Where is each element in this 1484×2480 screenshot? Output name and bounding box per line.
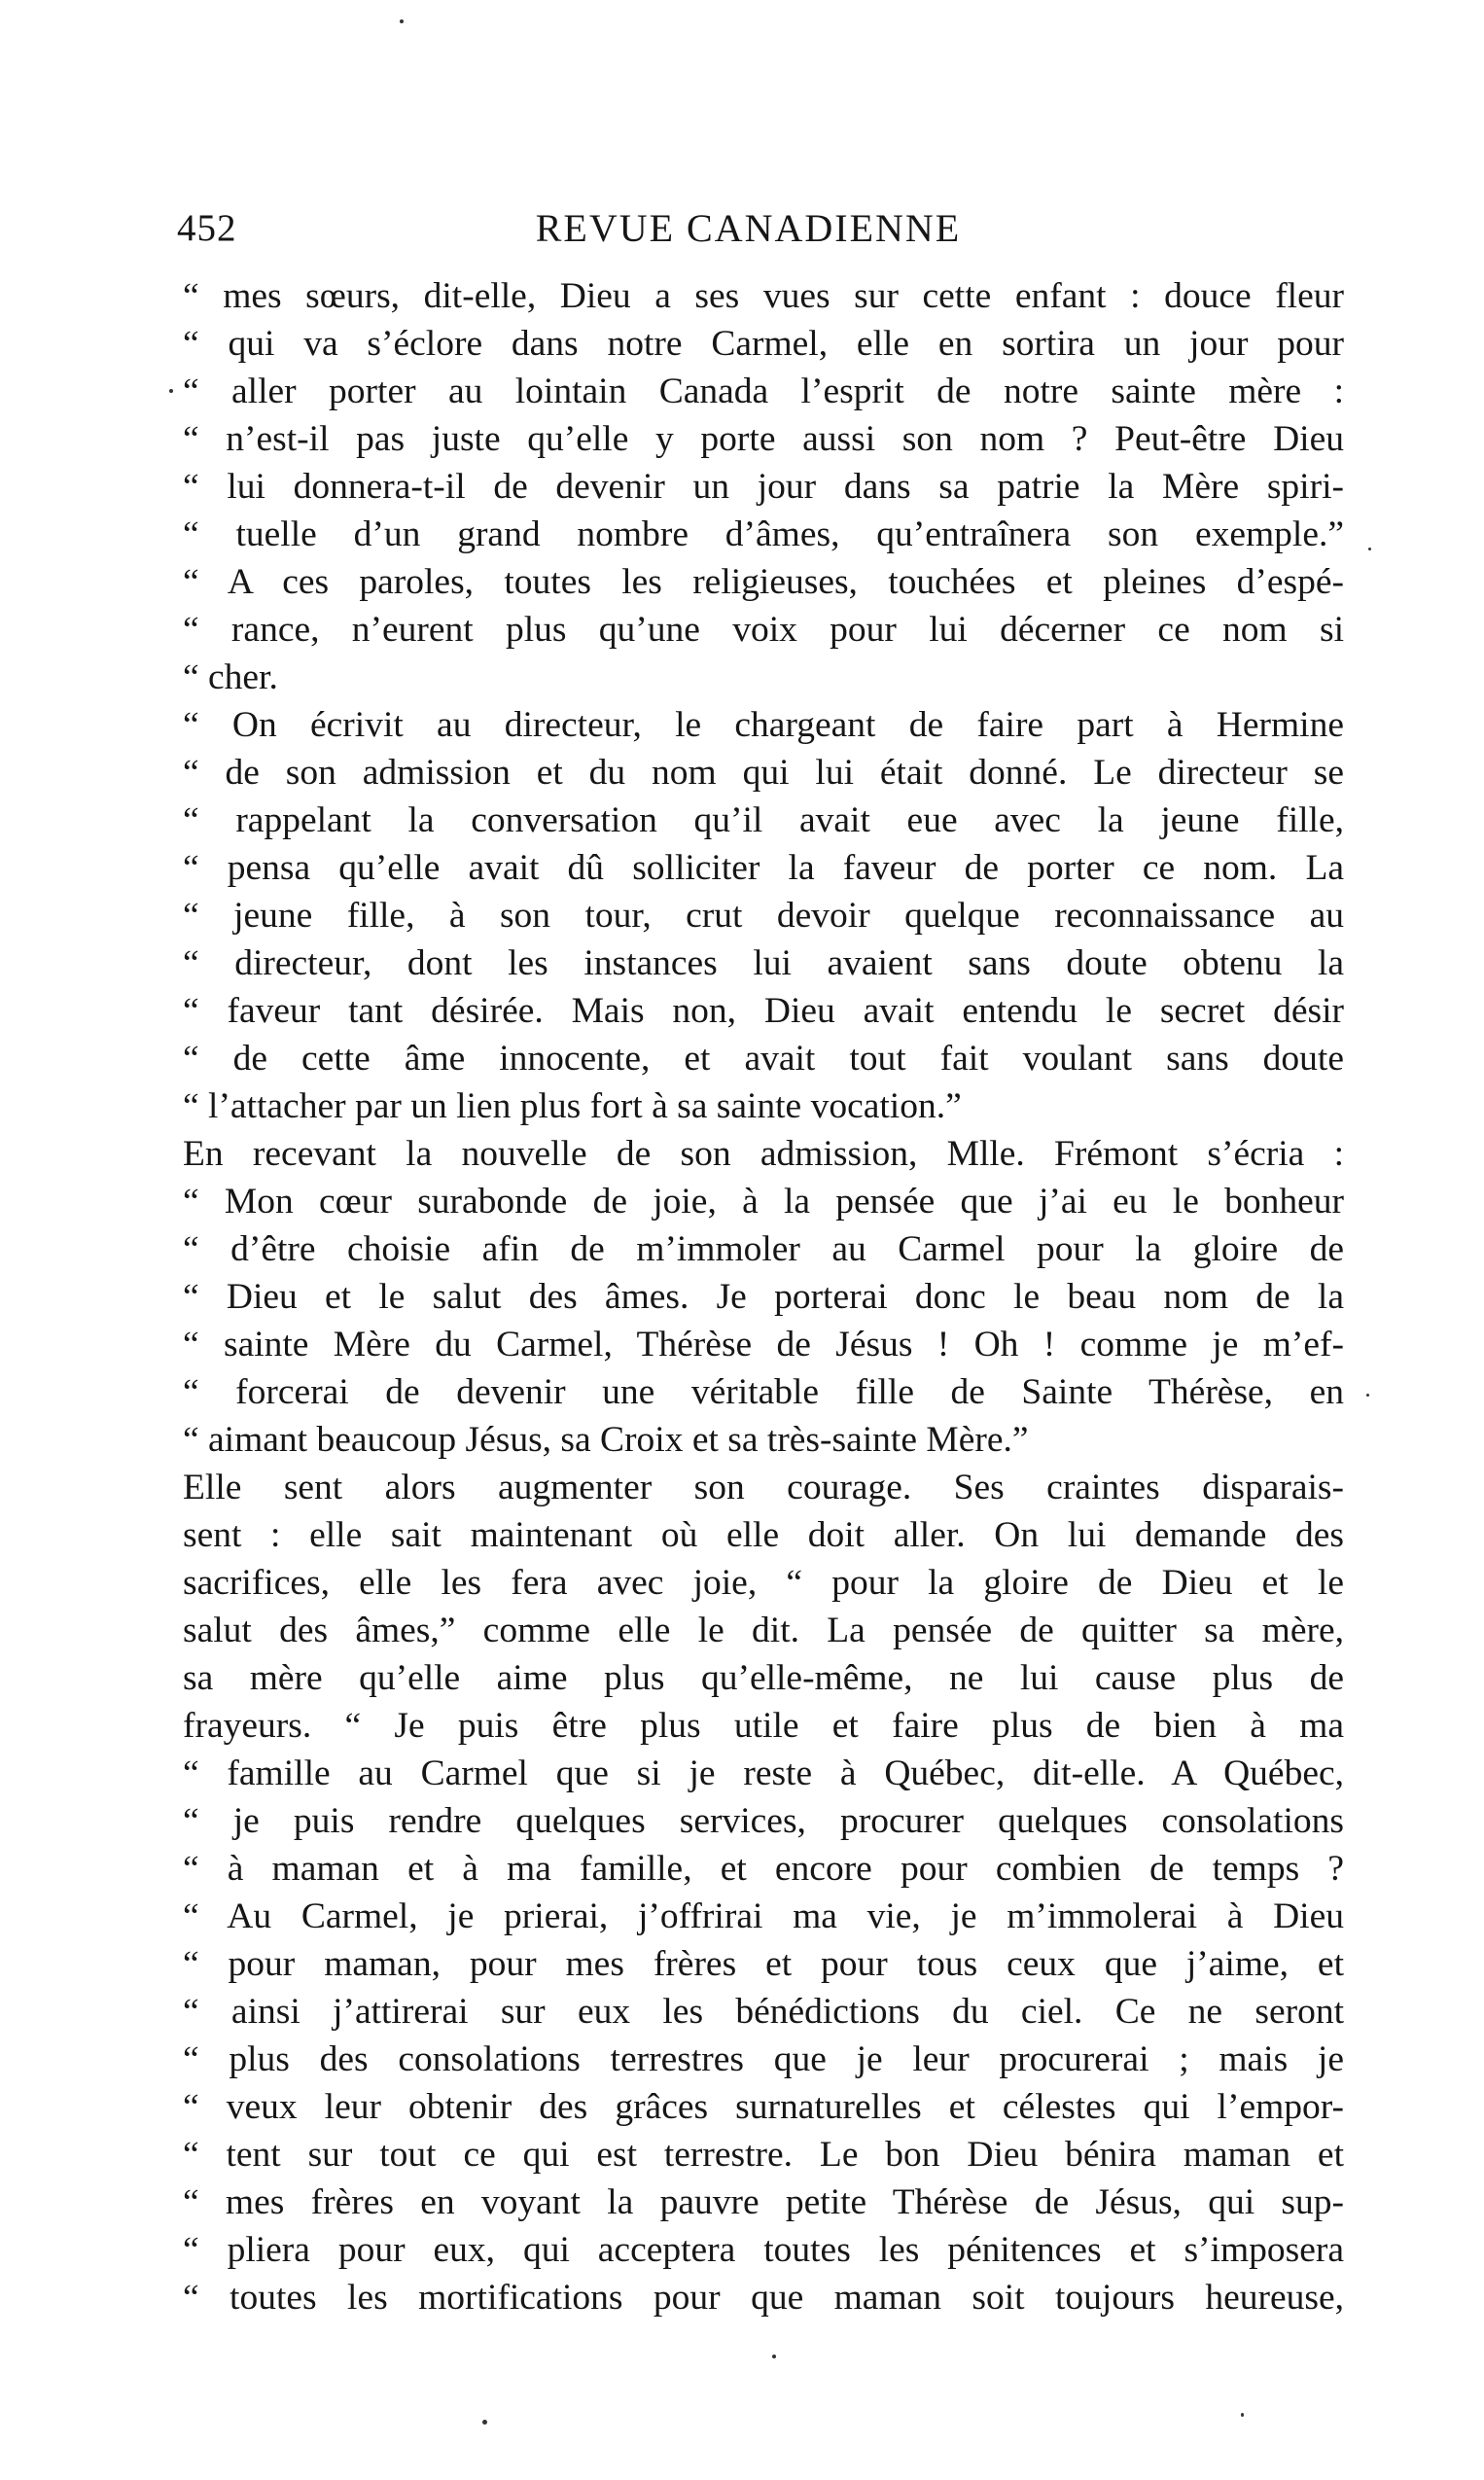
text-line: “ de cette âme innocente, et avait tout fait voulant sans doute bbox=[183, 1039, 1344, 1079]
running-title: REVUE CANADIENNE bbox=[535, 206, 962, 250]
text-line: “ de son admission et du nom qui lui était donné. Le directeur se bbox=[183, 753, 1344, 793]
text-line: “ Dieu et le salut des âmes. Je porterai donc le beau nom de la bbox=[183, 1277, 1344, 1317]
text-line: “ pour maman, pour mes frères et pour tous ceux que j’aime, et bbox=[183, 1944, 1344, 1984]
text-line: “ A ces paroles, toutes les religieuses, touchées et pleines d’espé- bbox=[183, 562, 1344, 602]
text-line: “ n’est-il pas juste qu’elle y porte aussi son nom ? Peut-être Dieu bbox=[183, 419, 1344, 459]
text-line: “ veux leur obtenir des grâces surnaturelles et célestes qui l’empor- bbox=[183, 2087, 1344, 2127]
text-line: “ mes frères en voyant la pauvre petite Thérèse de Jésus, qui sup- bbox=[183, 2182, 1344, 2222]
text-line: “ à maman et à ma famille, et encore pour combien de temps ? bbox=[183, 1849, 1344, 1889]
page-number: 452 bbox=[177, 207, 237, 249]
print-speck bbox=[772, 2355, 776, 2358]
text-line: “ directeur, dont les instances lui avaient sans doute obtenu la bbox=[183, 943, 1344, 983]
text-line: “ Mon cœur surabonde de joie, à la pensée que j’ai eu le bonheur bbox=[183, 1182, 1344, 1222]
page-header bbox=[177, 195, 1320, 263]
text-line: “ sainte Mère du Carmel, Thérèse de Jésus ! Oh ! comme je m’ef- bbox=[183, 1325, 1344, 1364]
text-line: “ qui va s’éclore dans notre Carmel, elle en sortira un jour pour bbox=[183, 324, 1344, 364]
print-speck bbox=[1368, 548, 1371, 550]
text-line: “ rance, n’eurent plus qu’une voix pour lui décerner ce nom si bbox=[183, 610, 1344, 650]
text-line: “ tuelle d’un grand nombre d’âmes, qu’entraînera son exemple.” bbox=[183, 514, 1344, 554]
print-speck bbox=[169, 389, 173, 393]
text-line: “ d’être choisie afin de m’immoler au Carmel pour la gloire de bbox=[183, 1229, 1344, 1269]
text-line: “ famille au Carmel que si je reste à Québec, dit-elle. A Québec, bbox=[183, 1754, 1344, 1793]
text-line: “ cher. bbox=[183, 657, 278, 697]
print-speck bbox=[400, 19, 404, 23]
text-line: “ forcerai de devenir une véritable fille de Sainte Thérèse, en bbox=[183, 1372, 1344, 1412]
text-line: “ On écrivit au directeur, le chargeant de faire part à Hermine bbox=[183, 705, 1344, 745]
text-line: sa mère qu’elle aime plus qu’elle-même, ne lui cause plus de bbox=[183, 1658, 1344, 1698]
print-speck bbox=[1241, 2413, 1244, 2417]
text-line: “ tent sur tout ce qui est terrestre. Le bon Dieu bénira maman et bbox=[183, 2135, 1344, 2175]
text-line: “ pensa qu’elle avait dû solliciter la faveur de porter ce nom. La bbox=[183, 848, 1344, 888]
text-line: “ mes sœurs, dit-elle, Dieu a ses vues sur cette enfant : douce fleur bbox=[183, 276, 1344, 316]
text-line: “ pliera pour eux, qui acceptera toutes les pénitences et s’imposera bbox=[183, 2230, 1344, 2270]
text-line: “ faveur tant désirée. Mais non, Dieu avait entendu le secret désir bbox=[183, 991, 1344, 1031]
text-line: “ je puis rendre quelques services, procurer quelques consolations bbox=[183, 1801, 1344, 1841]
body-text bbox=[183, 272, 1344, 2321]
text-line: “ lui donnera-t-il de devenir un jour dans sa patrie la Mère spiri- bbox=[183, 467, 1344, 507]
text-line: En recevant la nouvelle de son admission, Mlle. Frémont s’écria : bbox=[183, 1134, 1344, 1174]
text-line: “ aimant beaucoup Jésus, sa Croix et sa très-sainte Mère.” bbox=[183, 1420, 1029, 1460]
text-line: “ l’attacher par un lien plus fort à sa sainte vocation.” bbox=[183, 1086, 962, 1126]
text-line: “ ainsi j’attirerai sur eux les bénédictions du ciel. Ce ne seront bbox=[183, 1992, 1344, 2032]
text-line: frayeurs. “ Je puis être plus utile et faire plus de bien à ma bbox=[183, 1706, 1344, 1746]
text-line: “ aller porter au lointain Canada l’esprit de notre sainte mère : bbox=[183, 372, 1344, 411]
text-line: “ Au Carmel, je prierai, j’offrirai ma vie, je m’immolerai à Dieu bbox=[183, 1896, 1344, 1936]
text-line: sent : elle sait maintenant où elle doit aller. On lui demande des bbox=[183, 1515, 1344, 1555]
text-line: sacrifices, elle les fera avec joie, “ pour la gloire de Dieu et le bbox=[183, 1563, 1344, 1603]
text-line: “ plus des consolations terrestres que je leur procurerai ; mais je bbox=[183, 2039, 1344, 2079]
text-line: salut des âmes,” comme elle le dit. La pensée de quitter sa mère, bbox=[183, 1611, 1344, 1650]
text-line: Elle sent alors augmenter son courage. Ses craintes disparais- bbox=[183, 1468, 1344, 1507]
text-line: “ toutes les mortifications pour que maman soit toujours heureuse, bbox=[183, 2278, 1344, 2318]
text-line: “ rappelant la conversation qu’il avait eue avec la jeune fille, bbox=[183, 800, 1344, 840]
text-line: “ jeune fille, à son tour, crut devoir quelque reconnaissance au bbox=[183, 896, 1344, 936]
print-speck bbox=[1366, 1394, 1369, 1397]
print-speck bbox=[482, 2420, 487, 2425]
